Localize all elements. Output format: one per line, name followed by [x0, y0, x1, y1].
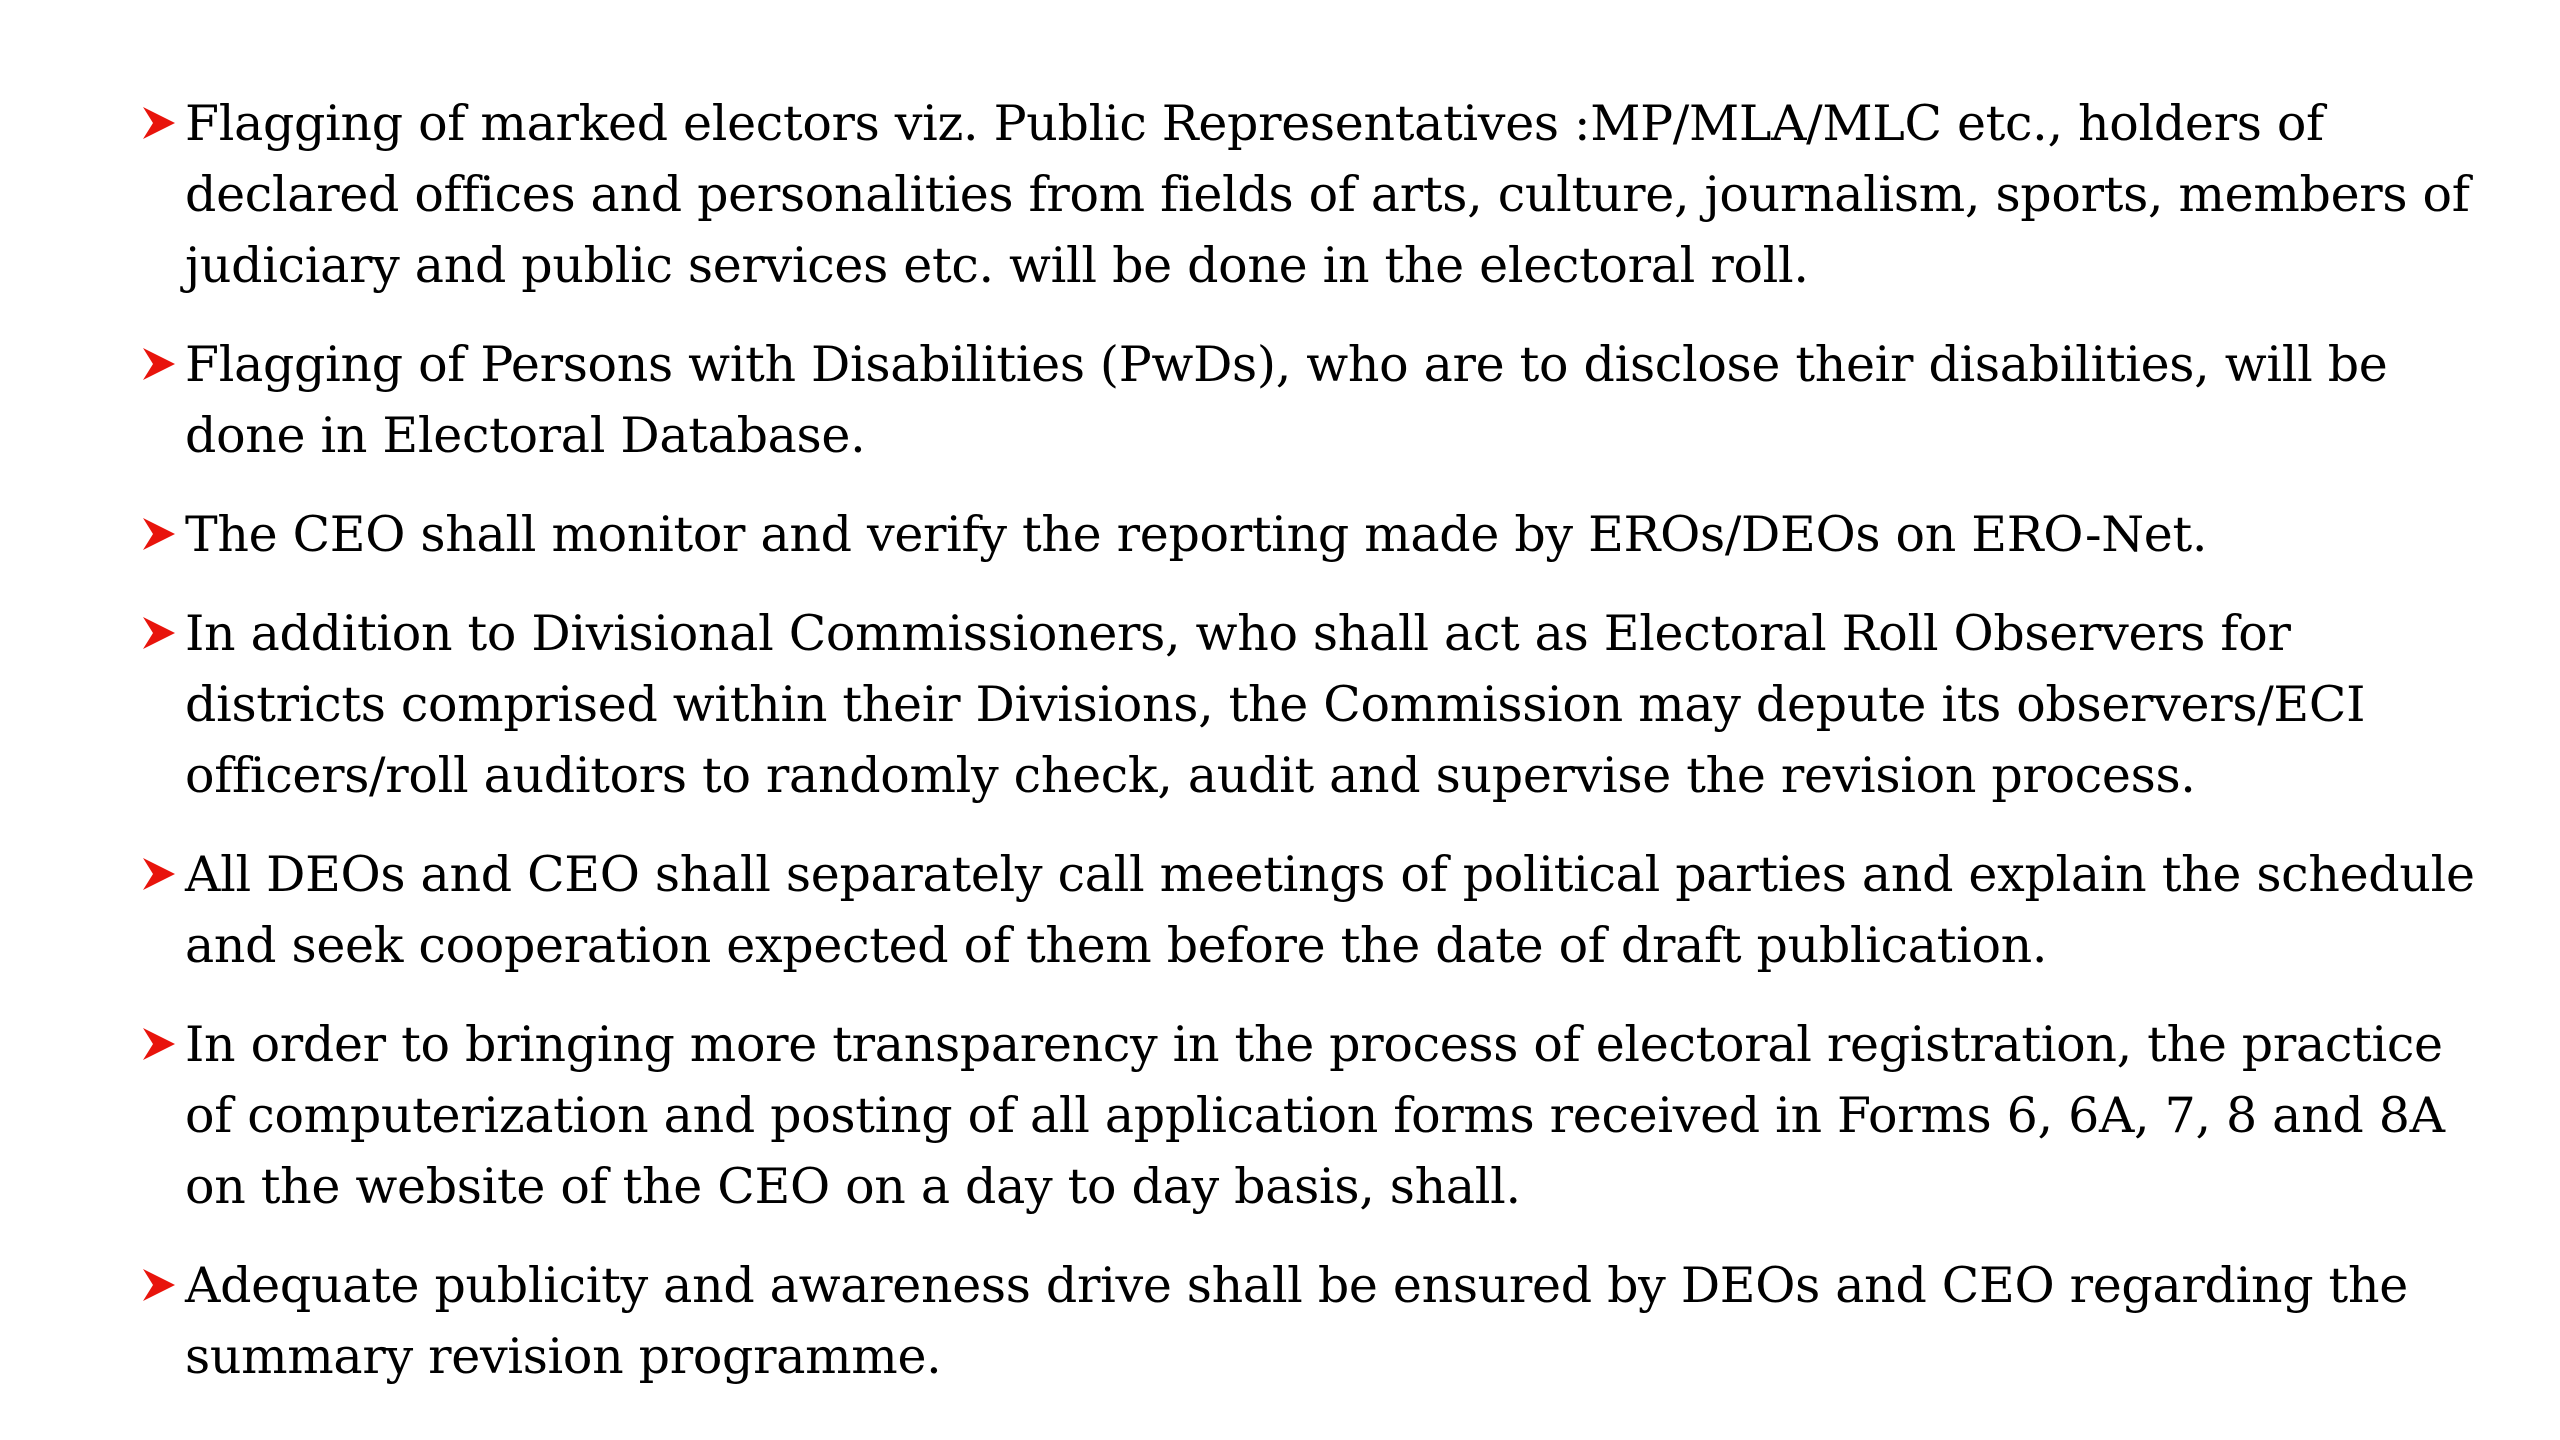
- bullet-item-publicity: [135, 1250, 2495, 1392]
- arrowhead-bullet-icon: [140, 345, 178, 383]
- arrowhead-bullet-icon: [140, 855, 178, 893]
- arrowhead-bullet-icon: [140, 1025, 178, 1063]
- bullet-item-ceo-monitor: [135, 499, 2495, 570]
- bullet-text: Flagging of Persons with Disabilities (PwDs), who are to disclose their disabilities, will be done in Electoral Database.: [185, 336, 2388, 464]
- arrowhead-bullet-icon: [140, 104, 178, 142]
- bullet-text: In addition to Divisional Commissioners, who shall act as Electoral Roll Observers for districts comprised within their Divisions, the Commission may depute its observers/ECI officers/roll auditors to randomly check, audit and supervise the revision process.: [185, 605, 2366, 804]
- bullet-item-roll-observers: [135, 598, 2495, 811]
- bullet-item-pwd-flagging: [135, 329, 2495, 471]
- arrowhead-bullet-icon: [140, 515, 178, 553]
- bullet-text: Adequate publicity and awareness drive shall be ensured by DEOs and CEO regarding the summary revision programme.: [185, 1257, 2408, 1385]
- bullet-text: In order to bringing more transparency in the process of electoral registration, the practice of computerization and posting of all application forms received in Forms 6, 6A, 7, 8 and 8A on the website of the CEO on a day to day basis, shall.: [185, 1016, 2445, 1215]
- arrowhead-bullet-icon: [140, 614, 178, 652]
- bullet-text: Flagging of marked electors viz. Public Representatives :MP/MLA/MLC etc., holders of declared offices and personalities from fields of arts, culture, journalism, sports, members of judiciary and public services etc. will be done in the electoral roll.: [185, 95, 2470, 294]
- bullet-item-marked-electors: [135, 88, 2495, 301]
- bullet-item-transparency: [135, 1009, 2495, 1222]
- bullet-item-party-meetings: [135, 839, 2495, 981]
- bullet-text: The CEO shall monitor and verify the reporting made by EROs/DEOs on ERO-Net.: [185, 506, 2208, 563]
- bullet-list: [135, 88, 2495, 1420]
- bullet-text: All DEOs and CEO shall separately call meetings of political parties and explain the schedule and seek cooperation expected of them before the date of draft publication.: [185, 846, 2475, 974]
- arrowhead-bullet-icon: [140, 1266, 178, 1304]
